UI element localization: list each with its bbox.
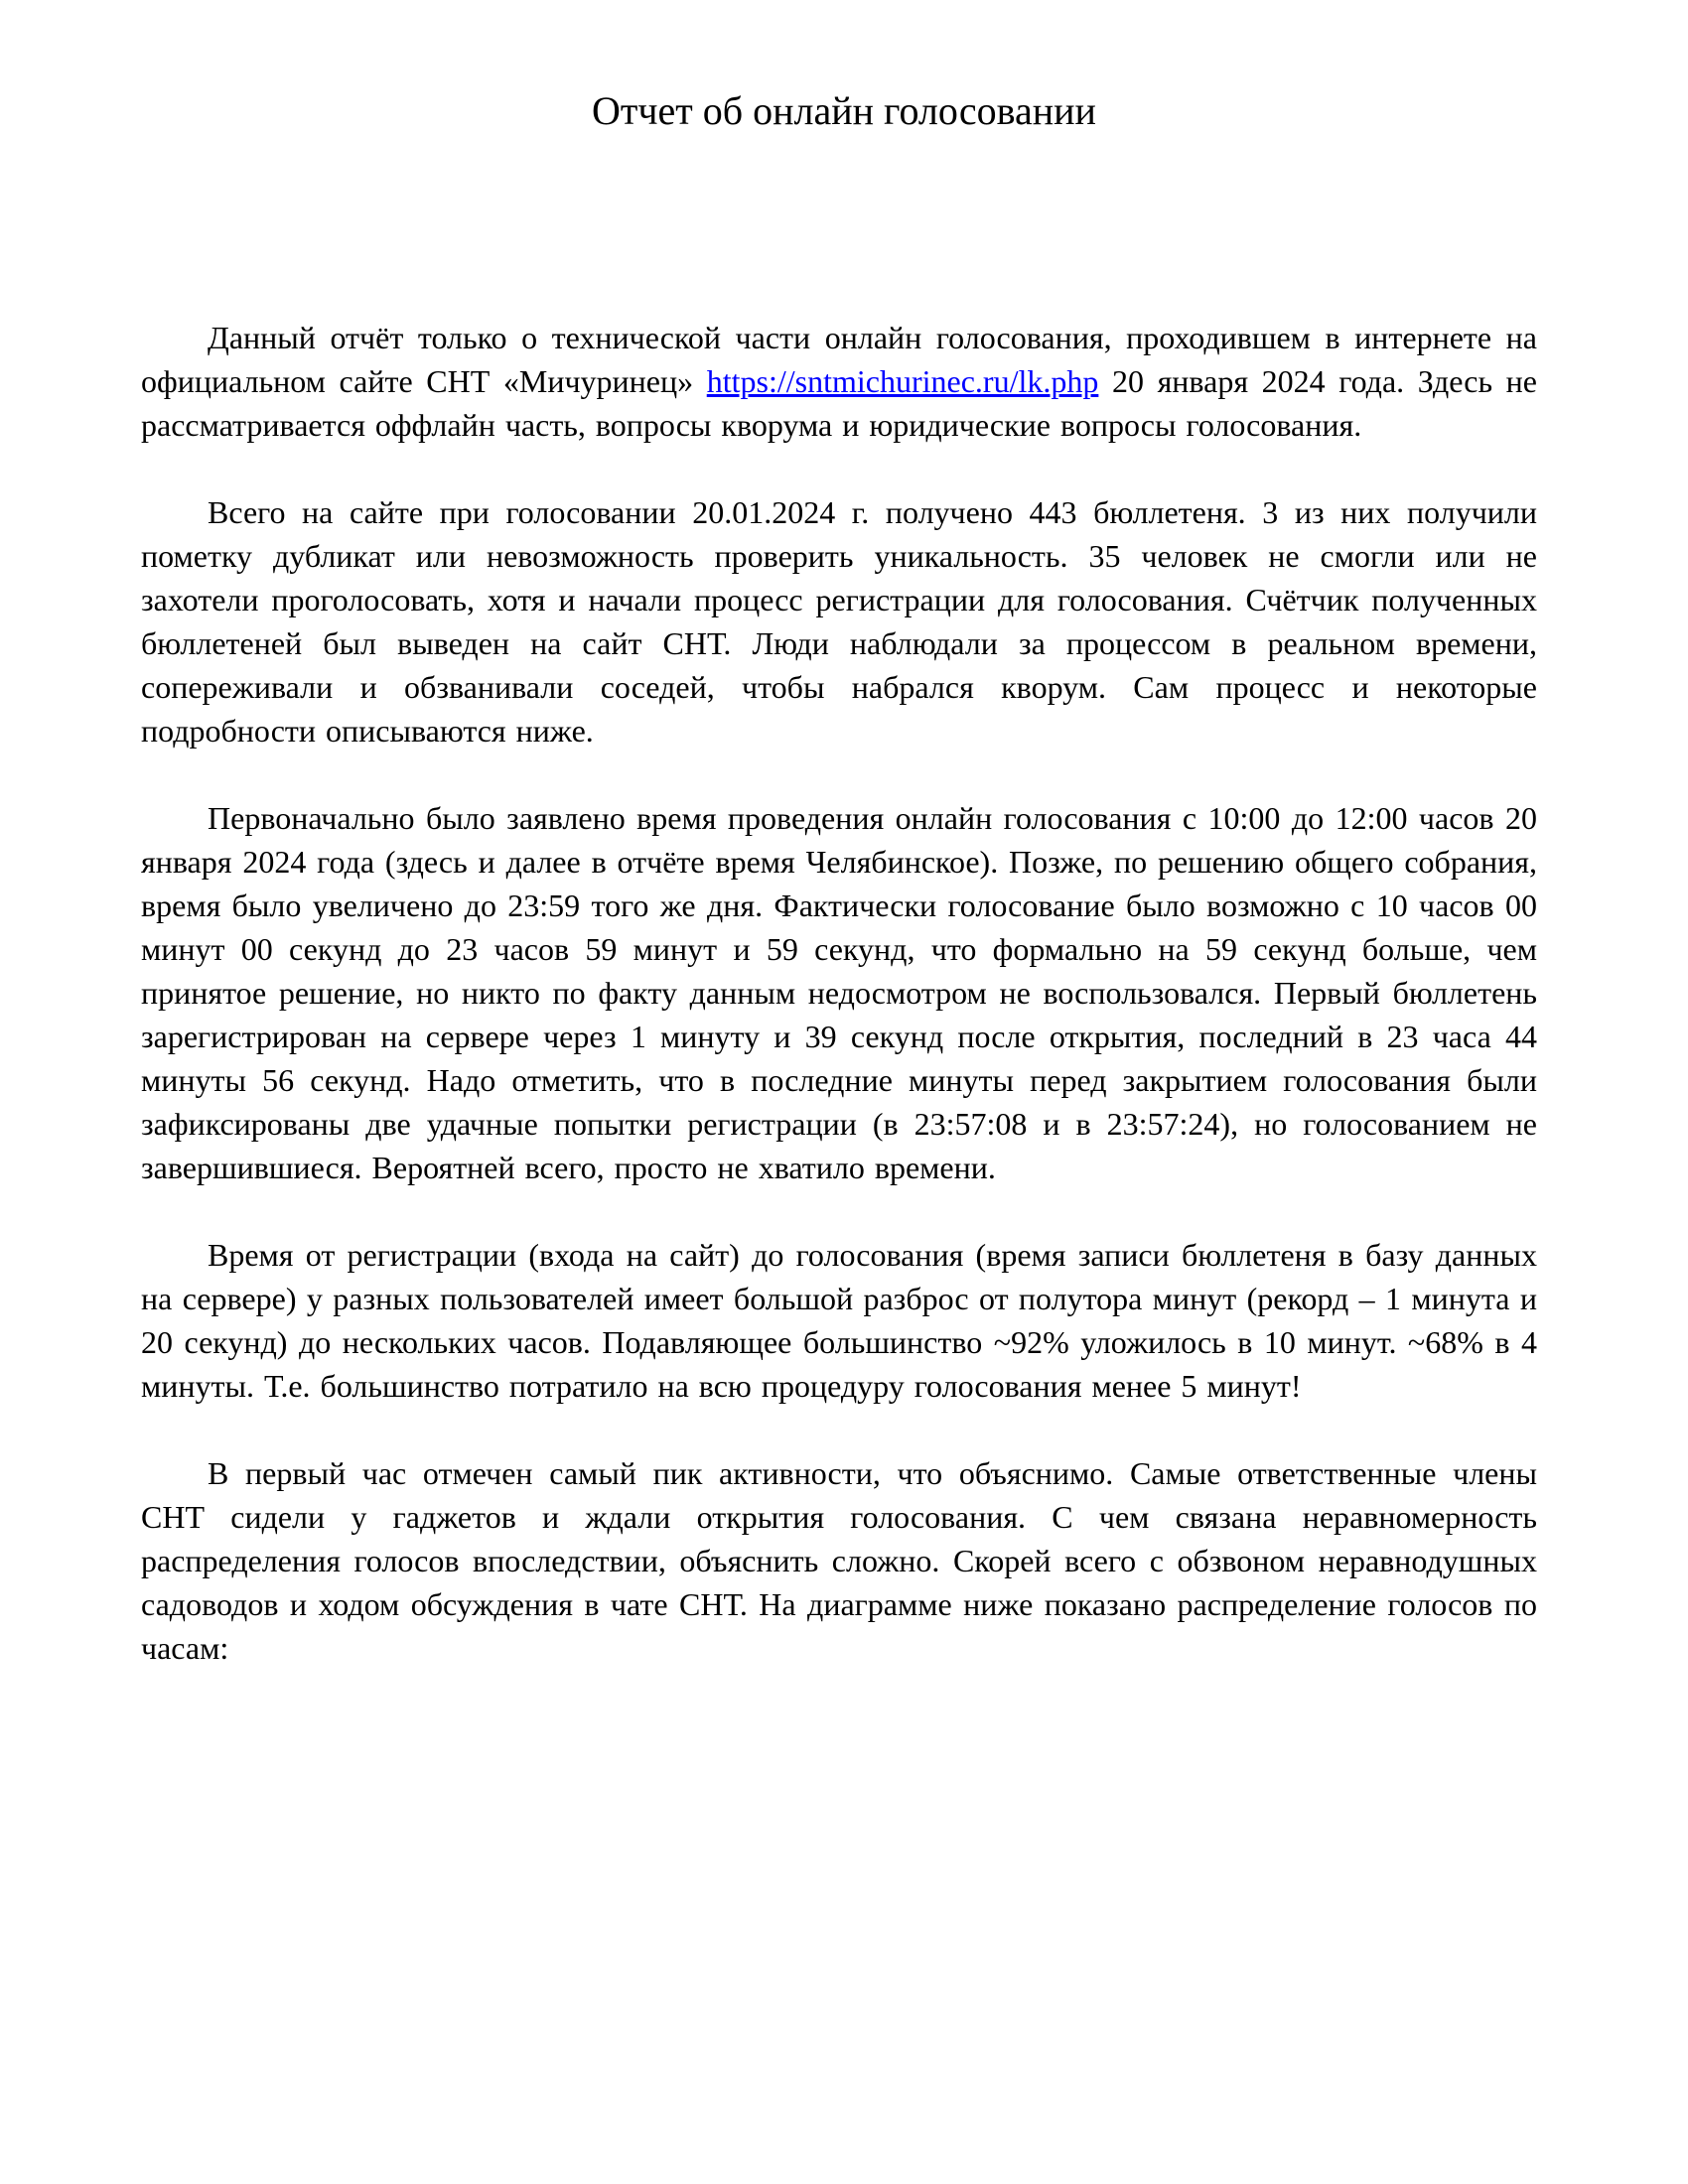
paragraph-voting-timeline: Первоначально было заявлено время проведения онлайн голосования с 10:00 до 12:00 часов 20 января 2024 года (здесь и далее в отчёте время Челябинское). Позже, по решению общего собрания, время было увеличено до 23:59 того же дня. Фактически голосование было возможно с 10 часов 00 минут 00 секунд до 23 часов 59 минут и 59 секунд, что формально на 59 секунд больше, чем принятое решение, но никто по факту данным недосмотром не воспользовался. Первый бюллетень зарегистрирован на сервере через 1 минуту и 39 секунд после открытия, последний в 23 часа 44 минуты 56 секунд. Надо отметить, что в последние минуты перед закрытием голосования были зафиксированы две удачные попытки регистрации (в 23:57:08 и в 23:57:24), но голосованием не завершившиеся. Вероятней всего, просто не хватило времени. — [141, 800, 1537, 1185]
paragraph-ballots-summary: Всего на сайте при голосовании 20.01.2024 г. получено 443 бюллетеня. 3 из них получили пометку дубликат или невозможность проверить уникальность. 35 человек не смогли или не захотели проголосовать, хотя и начали процесс регистрации для голосования. Счётчик полученных бюллетеней был выведен на сайт СНТ. Люди наблюдали за процессом в реальном времени, сопереживали и обзванивали соседей, чтобы набрался кворум. Сам процесс и некоторые подробности описываются ниже. — [141, 494, 1537, 749]
paragraph-intro — [141, 316, 1537, 447]
document-body — [0, 316, 1688, 1670]
paragraph-activity-peak: В первый час отмечен самый пик активности, что объяснимо. Самые ответственные члены СНТ сидели у гаджетов и ждали открытия голосования. С чем связана неравномерность распределения голосов впоследствии, объяснить сложно. Скорей всего с обзвоном неравнодушных садоводов и ходом обсуждения в чате СНТ. На диаграмме ниже показано распределение голосов по часам: — [141, 1455, 1537, 1666]
paragraph-intro-text-after-link: 20 января 2024 года. Здесь не рассматривается оффлайн часть, вопросы кворума и юридические вопросы голосования. — [141, 363, 1538, 443]
paragraph-registration-duration: Время от регистрации (входа на сайт) до голосования (время записи бюллетеня в базу данных на сервере) у разных пользователей имеет большой разброс от полутора минут (рекорд – 1 минута и 20 секунд) до нескольких часов. Подавляющее большинство ~92% уложилось в 10 минут. ~68% в 4 минуты. Т.е. большинство потратило на всю процедуру голосования менее 5 минут! — [141, 1237, 1537, 1404]
site-hyperlink[interactable]: https://sntmichurinec.ru/lk.php — [706, 363, 1099, 399]
page-title: Отчет об онлайн голосовании — [592, 88, 1096, 133]
paragraph-intro-text-before-link: Данный отчёт только о технической части онлайн голосования, проходившем в интернете на официальном сайте СНТ «Мичуринец» — [141, 320, 1537, 399]
